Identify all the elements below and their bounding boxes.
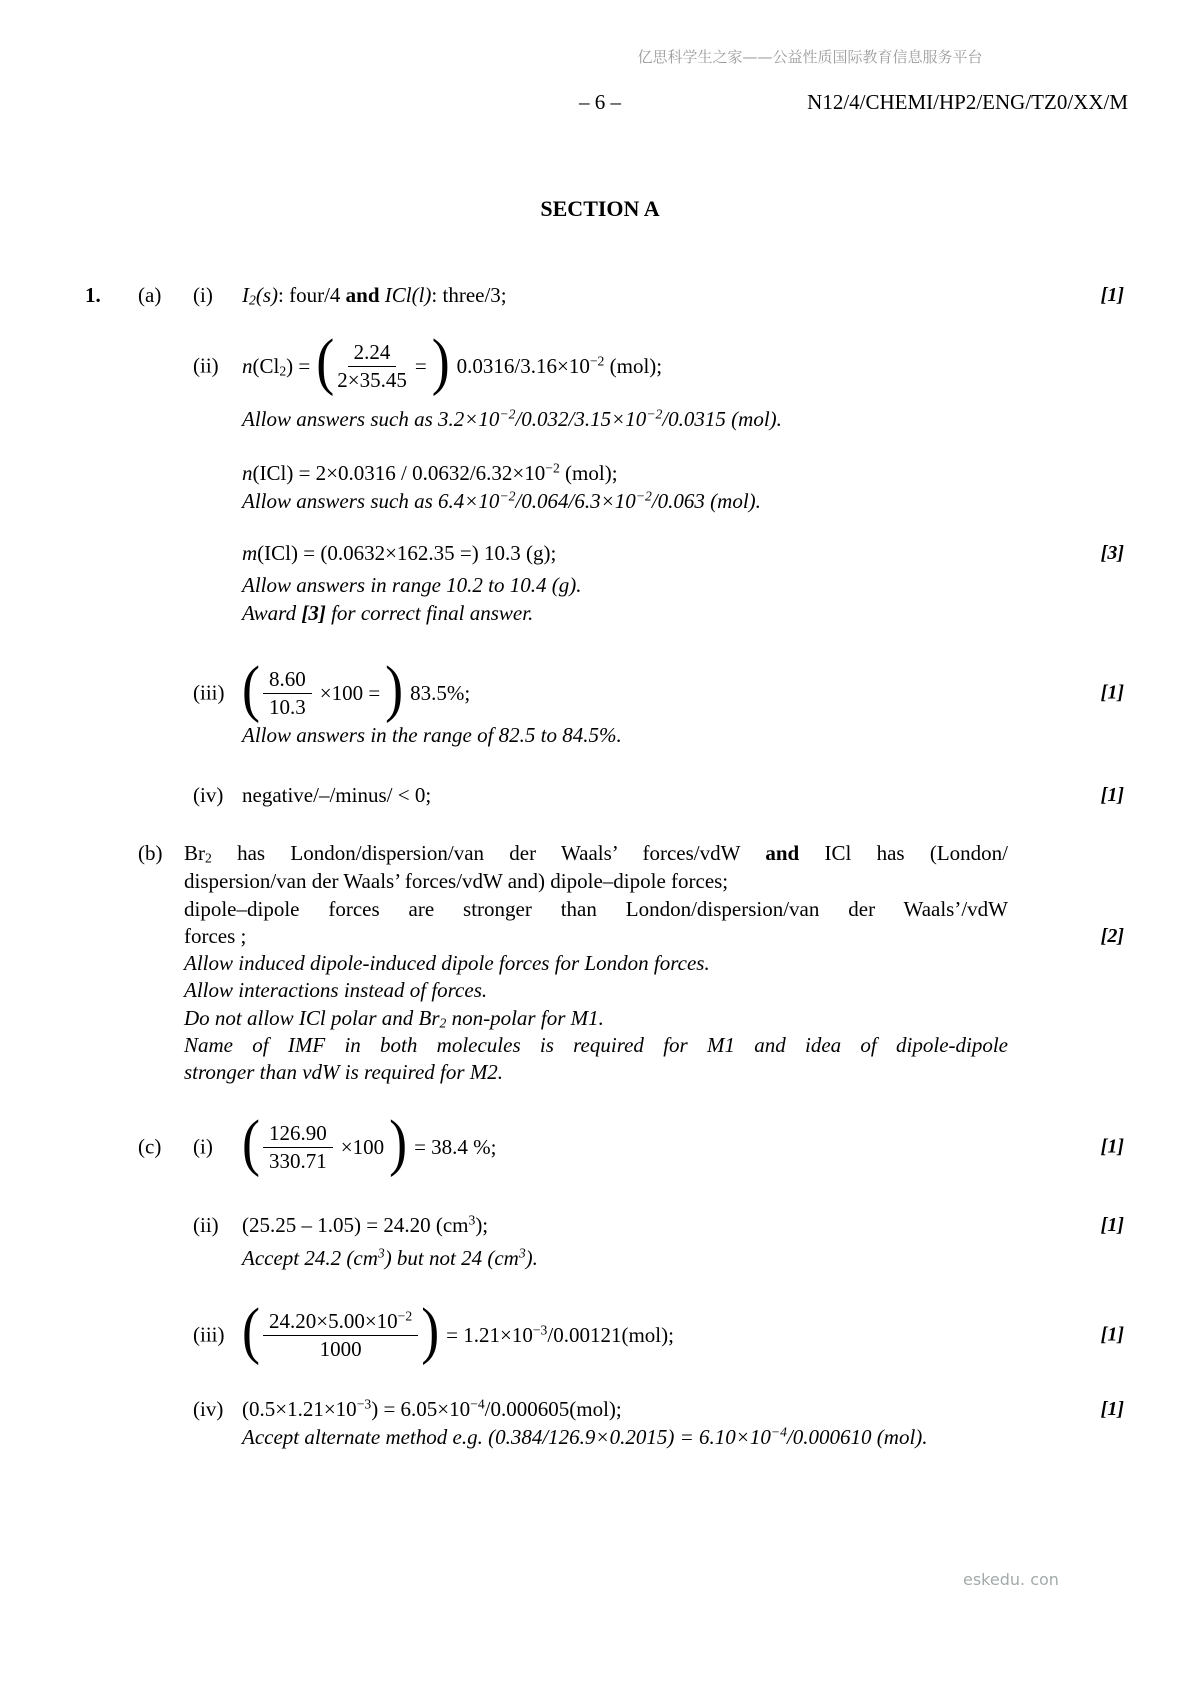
answer-a-iv: negative/–/minus/ < 0; bbox=[242, 783, 432, 807]
close-paren-icon bbox=[385, 656, 403, 720]
note-line bbox=[0, 1424, 1190, 1451]
site-watermark: 亿思科学生之家——公益性质国际教育信息服务平台 bbox=[637, 48, 983, 66]
answer-line-a-i bbox=[0, 282, 1190, 309]
equation-suffix: $0.0316/3.16\times 10^{-2}$ (mol); bbox=[456, 353, 663, 378]
note-a-ii-1: Allow answers such as $3.2\times 10^{-2}/0.032/3.15\times 10^{-2}/0.0315$ (mol). bbox=[242, 406, 782, 431]
fraction-numerator: $24.20\times 5.00\times 10^{-2}$ bbox=[263, 1309, 418, 1336]
close-paren-icon bbox=[432, 329, 450, 393]
equation-c-i bbox=[242, 1109, 496, 1185]
label-part-a: (a) bbox=[138, 283, 162, 307]
note-a-ii-2: Allow answers such as $6.4\times 10^{-2}/0.064/6.3\times 10^{-2}/0.063$ (mol). bbox=[242, 488, 761, 513]
note-line bbox=[0, 1032, 1190, 1059]
answer-line-b-4 bbox=[0, 923, 1190, 950]
label-c-iv: (iv) bbox=[193, 1397, 224, 1421]
label-a-ii: (ii) bbox=[193, 353, 219, 378]
mark-c-iv: [1] bbox=[1100, 1398, 1124, 1420]
answer-line-b-1 bbox=[0, 840, 1190, 867]
answer-b-line-3: dipole–dipole forces are stronger than London/dispersion/van der Waals’/vdW bbox=[184, 897, 1008, 921]
question-number: 1. bbox=[85, 283, 101, 307]
note-line bbox=[0, 950, 1190, 977]
label-c-ii: (ii) bbox=[193, 1213, 219, 1237]
mark-c-i: [1] bbox=[1100, 1135, 1124, 1158]
answer-line-c-i bbox=[0, 1109, 1190, 1185]
answer-a-i: $I_2(s)$: four/4 and ICl(l): three/3; bbox=[242, 283, 507, 308]
note-a-ii-3: Allow answers in range 10.2 to 10.4 (g). bbox=[242, 573, 582, 597]
note-line bbox=[0, 572, 1190, 599]
section-title: SECTION A bbox=[540, 196, 660, 221]
answer-line-c-iv bbox=[0, 1396, 1190, 1423]
mark-a-i: [1] bbox=[1100, 284, 1124, 306]
mark-c-ii: [1] bbox=[1100, 1214, 1124, 1236]
open-paren-icon bbox=[316, 329, 334, 393]
mark-b: [2] bbox=[1100, 925, 1124, 947]
note-line bbox=[0, 488, 1190, 515]
label-part-c: (c) bbox=[138, 1134, 162, 1159]
note-c-iv: Accept alternate method e.g. $(0.384/126.9\times 0.2015) = 6.10\times 10^{-4}/0.000610$ (mol). bbox=[242, 1424, 928, 1449]
mark-a-ii: [3] bbox=[1100, 542, 1124, 564]
equation-prefix: $n(Cl_2)$ = bbox=[242, 353, 311, 379]
close-paren-icon bbox=[389, 1110, 407, 1174]
equation-suffix: = 38.4 %; bbox=[414, 1134, 497, 1159]
answer-line-b-2 bbox=[0, 868, 1190, 895]
note-line bbox=[0, 1059, 1190, 1086]
label-part-b: (b) bbox=[138, 841, 163, 865]
open-paren-icon bbox=[242, 656, 260, 720]
equation-suffix: = $1.21\times 10^{-3}/0.00121(mol)$; bbox=[446, 1322, 674, 1347]
fraction-numerator: 8.60 bbox=[263, 667, 312, 694]
answer-line-c-iii bbox=[0, 1297, 1190, 1373]
note-line bbox=[0, 1005, 1190, 1032]
answer-line-a-iv bbox=[0, 782, 1190, 809]
mark-a-iv: [1] bbox=[1100, 784, 1124, 806]
answer-line-a-iii bbox=[0, 655, 1190, 731]
equation-c-iii bbox=[242, 1297, 674, 1373]
equation-a-ii-3: m(ICl) = (0.0632×162.35 =) 10.3 (g); bbox=[242, 541, 557, 565]
answer-line-c-ii bbox=[0, 1212, 1190, 1239]
label-a-iii: (iii) bbox=[193, 680, 225, 705]
fraction-denominator: 330.71 bbox=[268, 1148, 327, 1173]
equation-a-ii-1 bbox=[242, 328, 662, 404]
fraction bbox=[263, 667, 312, 720]
answer-b-line-2: dispersion/van der Waals’ forces/vdW and) dipole–dipole forces; bbox=[184, 869, 729, 893]
label-c-i: (i) bbox=[193, 1134, 213, 1159]
note-a-ii-4: Award [3] for correct final answer. bbox=[242, 601, 534, 625]
note-line bbox=[0, 977, 1190, 1004]
equation-inside: ×100 = bbox=[319, 680, 381, 705]
equation-suffix: 83.5%; bbox=[410, 680, 471, 705]
answer-b-line-4: forces ; bbox=[184, 924, 247, 948]
fraction-denominator: 1000 bbox=[319, 1336, 362, 1361]
label-a-i: (i) bbox=[193, 283, 213, 307]
equation-a-iii bbox=[242, 655, 470, 731]
label-a-iv: (iv) bbox=[193, 783, 224, 807]
fraction bbox=[263, 1121, 333, 1174]
open-paren-icon bbox=[242, 1298, 260, 1362]
equation-inside: ×100 bbox=[340, 1134, 385, 1159]
equation-inside: = bbox=[414, 353, 427, 378]
note-b-1: Allow induced dipole-induced dipole forces for London forces. bbox=[184, 951, 710, 975]
answer-line-a-ii-eq3 bbox=[0, 540, 1190, 567]
fraction-denominator: 2×35.45 bbox=[337, 367, 407, 392]
note-b-3: Do not allow ICl polar and $Br_2$ non-polar for M1. bbox=[184, 1006, 604, 1031]
close-paren-icon bbox=[421, 1298, 439, 1362]
note-a-iii: Allow answers in the range of 82.5 to 84.5%. bbox=[242, 723, 622, 747]
answer-c-ii: (25.25 – 1.05) = 24.20 $(cm^3)$; bbox=[242, 1212, 489, 1237]
fraction-denominator: 10.3 bbox=[268, 694, 306, 719]
answer-line-a-ii-eq2 bbox=[0, 460, 1190, 487]
answer-b-line-1: $Br_2$ has London/dispersion/van der Waals’ forces/vdW and ICl has (London/ bbox=[184, 841, 1009, 866]
note-line bbox=[0, 600, 1190, 627]
note-line bbox=[0, 406, 1190, 433]
open-paren-icon bbox=[242, 1110, 260, 1174]
fraction-numerator: 2.24 bbox=[348, 340, 397, 367]
label-c-iii: (iii) bbox=[193, 1322, 225, 1347]
note-b-4: Name of IMF in both molecules is required for M1 and idea of dipole-dipole bbox=[184, 1033, 1008, 1057]
mark-c-iii: [1] bbox=[1100, 1323, 1124, 1346]
answer-line-b-3 bbox=[0, 896, 1190, 923]
equation-a-ii-2: $n(ICl) = 2\times 0.0316 / 0.0632/6.32\times 10^{-2}$ (mol); bbox=[242, 460, 618, 485]
note-b-2: Allow interactions instead of forces. bbox=[184, 978, 488, 1002]
footer-watermark: eskedu. con bbox=[963, 1570, 1059, 1589]
paper-code: N12/4/CHEMI/HP2/ENG/TZ0/XX/M bbox=[807, 90, 1128, 114]
mark-a-iii: [1] bbox=[1100, 681, 1124, 704]
answer-c-iv: $(0.5\times 1.21\times 10^{-3}) = 6.05\times 10^{-4}/0.000605(mol)$; bbox=[242, 1396, 622, 1421]
fraction-numerator: 126.90 bbox=[263, 1121, 333, 1148]
note-b-5: stronger than vdW is required for M2. bbox=[184, 1060, 504, 1084]
answer-line-a-ii-eq1 bbox=[0, 328, 1190, 404]
note-c-ii: Accept 24.2 $(cm^3)$ but not 24 $(cm^3)$. bbox=[242, 1245, 538, 1270]
note-line bbox=[0, 1245, 1190, 1272]
fraction bbox=[263, 1309, 418, 1362]
fraction bbox=[337, 340, 407, 393]
note-line bbox=[0, 722, 1190, 749]
page-number: – 6 – bbox=[579, 90, 621, 114]
